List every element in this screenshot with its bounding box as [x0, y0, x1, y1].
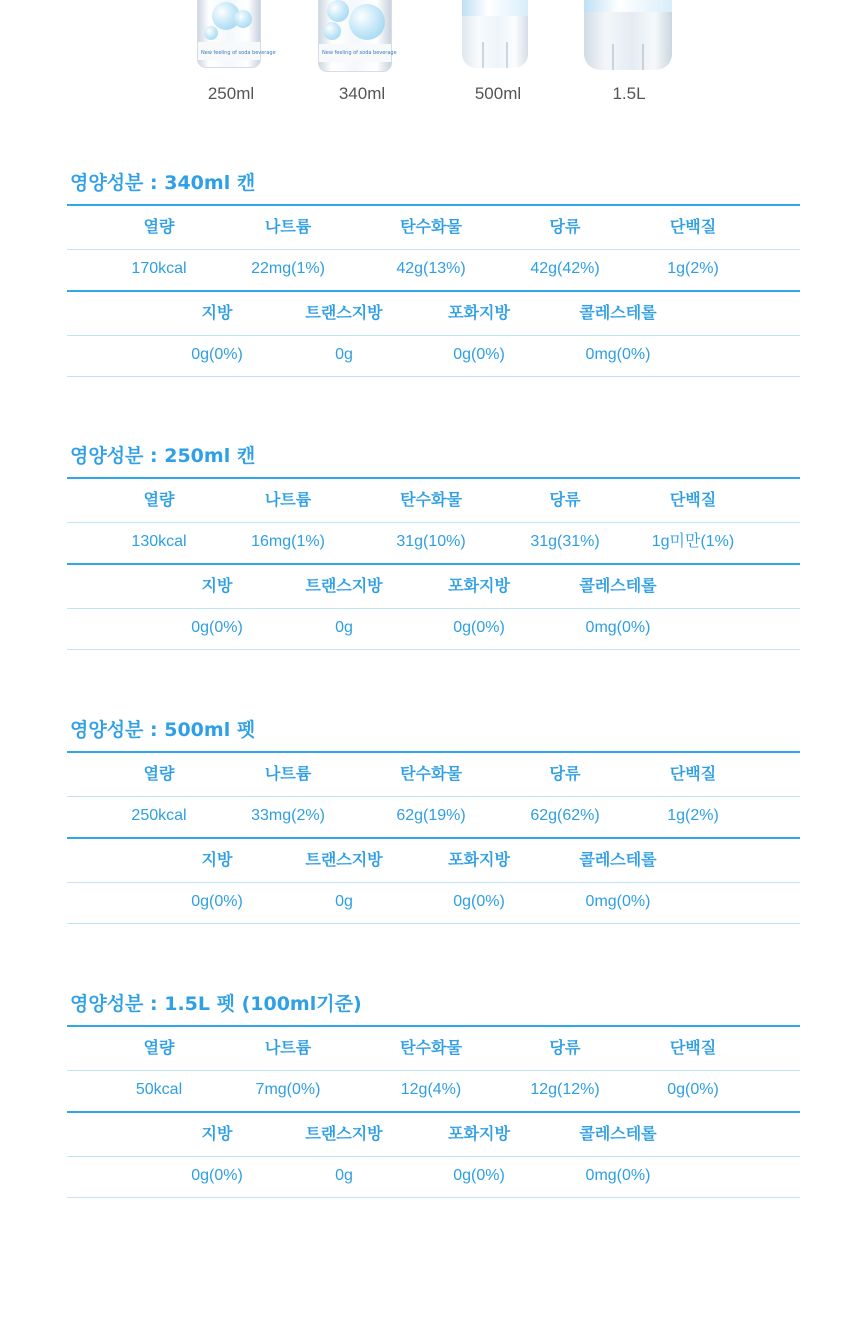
header-cell: 콜레스테롤	[579, 303, 657, 322]
header-cell: 트랜스지방	[305, 1124, 383, 1143]
header-cell: 트랜스지방	[305, 576, 383, 595]
header-cell: 탄수화물	[400, 764, 462, 783]
table-row	[67, 520, 800, 564]
header-cell: 트랜스지방	[305, 850, 383, 869]
table-row	[67, 247, 800, 291]
value-cell: 0g(0%)	[191, 346, 243, 363]
can-340ml-image	[318, 0, 397, 72]
value-cell: 12g(12%)	[530, 1081, 600, 1098]
value-cell: 1g(2%)	[667, 260, 719, 277]
section-title: 영양성분 : 1.5L 펫 (100ml기준)	[70, 993, 362, 1015]
header-cell: 나트륨	[264, 217, 312, 236]
value-cell: 0g(0%)	[453, 346, 505, 363]
header-cell: 당류	[549, 764, 581, 783]
product-label-500ml: 500ml	[474, 84, 522, 103]
header-cell: 지방	[201, 1124, 233, 1143]
header-cell: 포화지방	[448, 576, 510, 595]
value-cell: 0mg(0%)	[585, 893, 651, 910]
header-cell: 당류	[549, 1038, 581, 1057]
header-cell: 탄수화물	[400, 490, 462, 509]
table-row	[67, 1068, 800, 1112]
table-header-row	[67, 290, 800, 336]
value-cell: 22mg(1%)	[251, 260, 325, 277]
value-cell: 0g	[335, 1167, 353, 1184]
table-header-row	[67, 1025, 800, 1071]
value-cell: 33mg(2%)	[251, 807, 325, 824]
value-cell: 130kcal	[131, 533, 187, 550]
header-cell: 포화지방	[448, 850, 510, 869]
value-cell: 170kcal	[131, 260, 187, 277]
header-cell: 트랜스지방	[305, 303, 383, 322]
value-cell: 0g	[335, 619, 353, 636]
value-cell: 7mg(0%)	[255, 1081, 321, 1098]
table-row	[67, 606, 800, 650]
value-cell: 12g(4%)	[400, 1081, 462, 1098]
header-cell: 지방	[201, 576, 233, 595]
header-cell: 콜레스테롤	[579, 1124, 657, 1143]
header-cell: 포화지방	[448, 1124, 510, 1143]
value-cell: 0g(0%)	[191, 619, 243, 636]
header-cell: 열량	[143, 217, 175, 236]
value-cell: 1g(2%)	[667, 807, 719, 824]
table-header-row	[67, 751, 800, 797]
table-header-row	[67, 563, 800, 609]
table-row	[67, 794, 800, 838]
value-cell: 0g(0%)	[667, 1081, 719, 1098]
product-label-250ml: 250ml	[207, 84, 255, 103]
value-cell: 50kcal	[135, 1081, 183, 1098]
value-cell: 16mg(1%)	[251, 533, 325, 550]
product-label-1-5l: 1.5L	[612, 84, 646, 103]
section-title: 영양성분 : 500ml 펫	[70, 719, 256, 741]
bottle-500ml-image	[462, 0, 528, 68]
header-cell: 단백질	[669, 490, 717, 509]
header-cell: 탄수화물	[400, 1038, 462, 1057]
header-cell: 열량	[143, 490, 175, 509]
header-cell: 단백질	[669, 217, 717, 236]
header-cell: 지방	[201, 850, 233, 869]
header-cell: 당류	[549, 217, 581, 236]
header-cell: 당류	[549, 490, 581, 509]
header-cell: 포화지방	[448, 303, 510, 322]
can-250ml-slogan: New feeling of soda beverage	[201, 50, 276, 56]
header-cell: 단백질	[669, 1038, 717, 1057]
value-cell: 1g미만(1%)	[651, 533, 735, 550]
bottle-1-5l-image	[584, 0, 672, 70]
value-cell: 250kcal	[131, 807, 187, 824]
value-cell: 0g(0%)	[453, 893, 505, 910]
header-cell: 탄수화물	[400, 217, 462, 236]
value-cell: 0g(0%)	[191, 893, 243, 910]
value-cell: 0g	[335, 346, 353, 363]
table-row	[67, 1154, 800, 1198]
table-row	[67, 333, 800, 377]
header-cell: 단백질	[669, 764, 717, 783]
header-cell: 콜레스테롤	[579, 850, 657, 869]
value-cell: 42g(42%)	[530, 260, 600, 277]
header-cell: 열량	[143, 1038, 175, 1057]
table-header-row	[67, 477, 800, 523]
product-lineup	[0, 0, 860, 120]
value-cell: 62g(62%)	[530, 807, 600, 824]
value-cell: 0g(0%)	[453, 619, 505, 636]
table-header-row	[67, 837, 800, 883]
section-title: 영양성분 : 250ml 캔	[70, 445, 256, 467]
value-cell: 0mg(0%)	[585, 1167, 651, 1184]
header-cell: 콜레스테롤	[579, 576, 657, 595]
value-cell: 0g	[335, 893, 353, 910]
header-cell: 나트륨	[264, 490, 312, 509]
value-cell: 62g(19%)	[396, 807, 466, 824]
table-header-row	[67, 1111, 800, 1157]
value-cell: 0mg(0%)	[585, 346, 651, 363]
can-250ml-image	[197, 0, 276, 68]
value-cell: 31g(31%)	[530, 533, 600, 550]
value-cell: 0g(0%)	[453, 1167, 505, 1184]
header-cell: 지방	[201, 303, 233, 322]
can-340ml-slogan: New feeling of soda beverage	[322, 50, 397, 56]
value-cell: 0mg(0%)	[585, 619, 651, 636]
table-header-row	[67, 204, 800, 250]
value-cell: 0g(0%)	[191, 1167, 243, 1184]
header-cell: 열량	[143, 764, 175, 783]
value-cell: 31g(10%)	[396, 533, 466, 550]
value-cell: 42g(13%)	[396, 260, 466, 277]
section-title: 영양성분 : 340ml 캔	[70, 172, 256, 194]
table-row	[67, 880, 800, 924]
product-label-340ml: 340ml	[338, 84, 386, 103]
header-cell: 나트륨	[264, 764, 312, 783]
header-cell: 나트륨	[264, 1038, 312, 1057]
